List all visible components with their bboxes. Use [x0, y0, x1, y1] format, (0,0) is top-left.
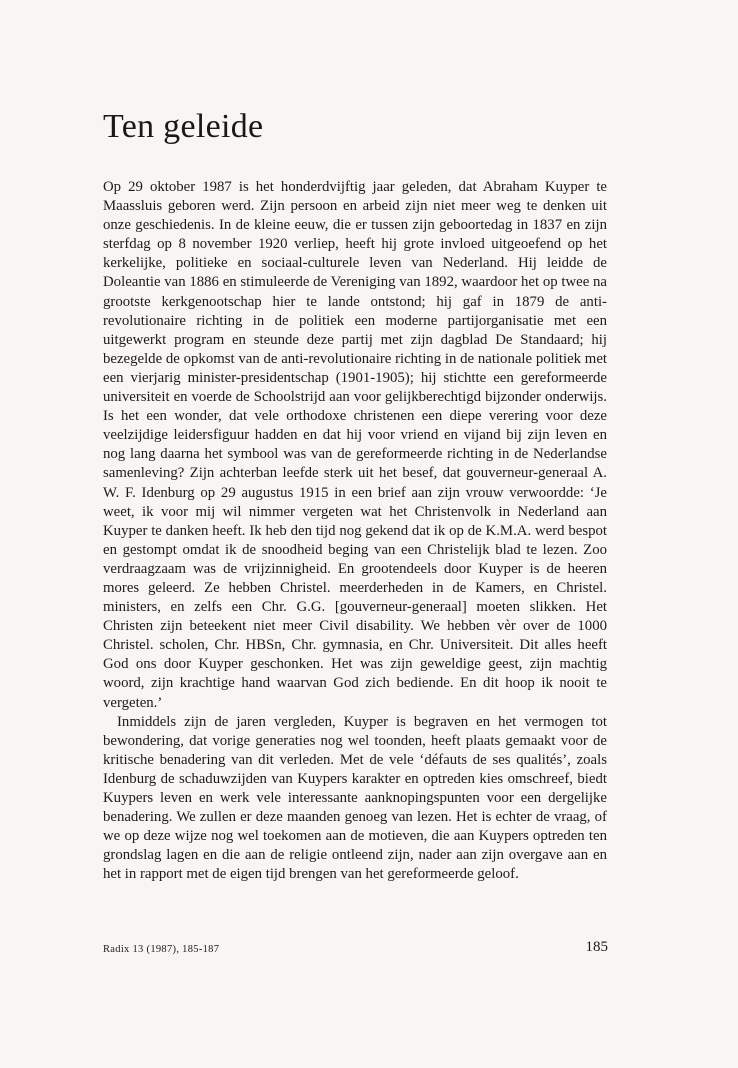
journal-reference: Radix 13 (1987), 185-187	[103, 944, 220, 955]
paragraph-2: Inmiddels zijn de jaren vergleden, Kuyper is begraven en het vermogen tot bewondering, dat vorige generaties nog wel toonden, heeft plaats gemaakt voor de kritische benadering van dit verleden. Met de vele ‘défauts de ses qualités’, zoals Idenburg de schaduwzijden van Kuypers karakter en optreden kies omschreef, biedt Kuypers leven en werk vele interessante aanknopingspunten voor een dergelijke benadering. We zullen er deze maanden genoeg van lezen. Het is echter de vraag, of we op deze wijze nog wel toekomen aan de motieven, die aan Kuypers optreden ten grondslag lagen en die aan de religie ontleend zijn, nader aan zijn overgave aan en het in rapport met de eigen tijd brengen van het gereformeerde geloof.	[103, 713, 607, 883]
article-body	[103, 178, 607, 884]
paragraph-1: Op 29 oktober 1987 is het honderdvijftig jaar geleden, dat Abraham Kuyper te Maassluis geboren werd. Zijn persoon en arbeid zijn niet meer weg te denken uit onze geschiedenis. In de kleine eeuw, die er tussen zijn geboortedag in 1837 en zijn sterfdag op 8 november 1920 verliep, heeft hij grote invloed uitgeoefend op het kerkelijke, politieke en sociaal-culturele leven van Nederland. Hij leidde de Doleantie van 1886 en stimuleerde de Vereniging van 1892, waardoor het op twee na grootste kerkgenootschap hier te lande ontstond; hij gaf in 1879 de anti-revolutionaire richting in de politiek een moderne partijorganisatie met een uitgewerkt program en steunde deze partij met zijn dagblad De Standaard; hij bezegelde de opkomst van de anti-revolutionaire richting in de nationale politiek met een vierjarig minister-presidentschap (1901-1905); hij stichtte een gereformeerde universiteit en voerde de Schoolstrijd aan voor gelijkberechtigd bijzonder onderwijs. Is het een wonder, dat vele orthodoxe christenen een diepe verering voor deze veelzijdige leidersfiguur hadden en dat hij voor vriend en vijand bij zijn leven en nog lang daarna het symbool was van de gereformeerde richting in de Nederlandse samenleving? Zijn achterban leefde sterk uit het besef, dat gouverneur-generaal A. W. F. Idenburg op 29 augustus 1915 in een brief aan zijn vrouw verwoordde: ‘Je weet, ik voor mij wil nimmer vergeten wat het Christenvolk in Nederland aan Kuyper te danken heeft. Ik heb den tijd nog gekend dat ik op de K.M.A. werd bespot en gestompt omdat ik de snoodheid beging van een Christelijk blad te lezen. Zoo verdraagzaam was de vrijzinnigheid. En grootendeels door Kuyper is de heeren mores geleerd. Ze hebben Christel. meerderheden in de Kamers, en Christel. ministers, en zelfs een Chr. G.G. [gouverneur-generaal] moeten slikken. Het Christen zijn beteekent niet meer Civil disability. We hebben vèr over de 1000 Christel. scholen, Chr. HBSn, Chr. gymnasia, en Chr. Universiteit. Dit alles heeft God ons door Kuyper geschonken. Het was zijn geweldige geest, zijn machtig woord, zijn krachtige hand waarvan God zich bediende. En dit hoop ik nooit te vergeten.’	[103, 179, 607, 711]
page-title: Ten geleide	[103, 108, 264, 145]
page-number: 185	[585, 939, 608, 955]
